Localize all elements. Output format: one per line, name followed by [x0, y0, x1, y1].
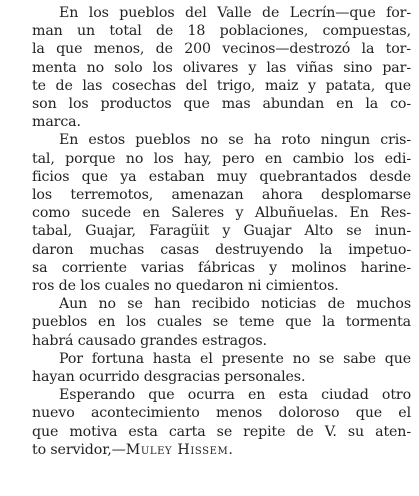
text-line: tabal, Guajar, Faragüit y Guajar Alto se inun-	[32, 223, 411, 240]
text-line: daron muchas casas destruyendo la impetuo-	[32, 241, 411, 258]
text-line: En los pueblos del Valle de Lecrín—que for-	[59, 5, 411, 21]
text-line	[5, 441, 411, 459]
signature: Muley Hissem.	[125, 441, 234, 458]
text-line: ficios que ya estaban muy quebrantados desde	[32, 168, 411, 185]
paragraph-no-news	[5, 295, 411, 350]
paragraph-closing	[5, 386, 411, 459]
text-line: ros de los cuales no quedaron ni cimientos.	[32, 278, 339, 295]
text-line: como sucede en Saleres y Albuñuelas. En Res-	[32, 205, 411, 222]
text-line: nuevo acontecimiento menos doloroso que el	[32, 405, 411, 422]
text-line: son los productos que mas abundan en la co-	[32, 96, 411, 113]
text-line: marca.	[32, 114, 81, 131]
text-line: Aun no se han recibido noticias de muchos	[59, 296, 411, 313]
text-line: que motiva esta carta se repite de V. su aten-	[32, 423, 411, 440]
text-line: la que menos, de 200 vecinos—destrozó la tor-	[32, 41, 411, 58]
text-line: habrá causado grandes estragos.	[32, 332, 267, 349]
text-line: En estos pueblos no se ha roto ningun cris-	[59, 132, 411, 149]
text-line: sa corriente varias fábricas y molinos harine-	[32, 259, 411, 276]
article-column	[5, 4, 411, 459]
closing-text: to servidor,—	[32, 441, 126, 458]
paragraph-no-casualties	[5, 350, 411, 386]
text-line: man un total de 18 poblaciones, compuestas,	[32, 23, 411, 40]
paragraph-damaged-buildings	[5, 131, 411, 295]
text-line: Esperando que ocurra en esta ciudad otro	[59, 387, 411, 404]
text-line: Por fortuna hasta el presente no se sabe que	[59, 350, 411, 367]
text-line: los terremotos, amenazan ahora desplomarse	[32, 187, 411, 204]
text-line: tal, porque no los hay, pero en cambio los edi-	[32, 150, 411, 167]
paragraph-valle-de-lecrin	[5, 4, 411, 131]
text-line: pueblos en los cuales se teme que la tormenta	[32, 314, 411, 331]
text-line: menta no solo los olivares y las viñas sino par-	[32, 59, 411, 76]
text-line: hayan ocurrido desgracias personales.	[32, 369, 306, 386]
text-line: te de las cosechas del trigo, maiz y patata, que	[32, 77, 411, 94]
